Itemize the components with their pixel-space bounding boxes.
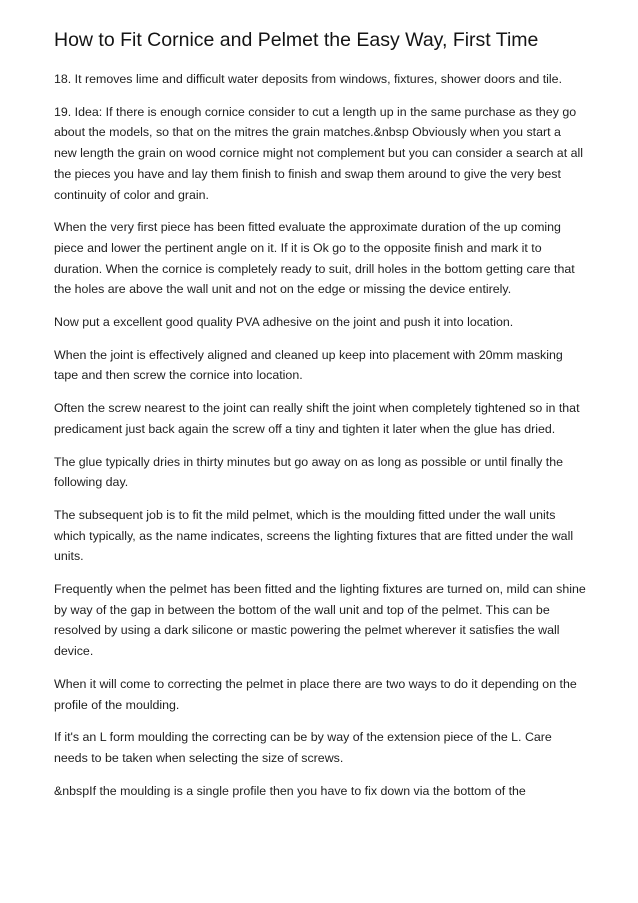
- paragraph-3: When the very first piece has been fitted evaluate the approximate duration of the up coming piece and lower the pertinent angle on it. If it is Ok go to the opposite finish and mark it to duration. When the cornice is completely ready to suit, drill holes in the bottom getting care that the holes are above the wall unit and not on the edge or missing the device entirely.: [54, 220, 575, 297]
- paragraph-1: 18. It removes lime and difficult water deposits from windows, fixtures, shower doors and tile.: [54, 72, 563, 86]
- paragraph-9: Frequently when the pelmet has been fitted and the lighting fixtures are turned on, mild can shine by way of the gap in between the bottom of the wall unit and top of the pelmet. This can be resolved by using a dark silicone or mastic powering the pelmet wherever it satisfies the wall device.: [54, 582, 586, 659]
- paragraph-6: Often the screw nearest to the joint can really shift the joint when completely tightened so in that predicament just back again the screw off a tiny and tighten it later when the glue has dried.: [54, 401, 580, 436]
- paragraph-5: When the joint is effectively aligned and cleaned up keep into placement with 20mm masking tape and then screw the cornice into location.: [54, 347, 563, 383]
- page-title: How to Fit Cornice and Pelmet the Easy Way, First Time: [54, 29, 539, 51]
- document-body: [54, 69, 586, 813]
- paragraph-11: If it's an L form moulding the correcting can be by way of the extension piece of the L. Care needs to be taken when selecting the size of screws.: [54, 730, 552, 765]
- paragraph-8: The subsequent job is to fit the mild pelmet, which is the moulding fitted under the wall units which typically, as the name indicates, screens the lighting fixtures that are fitted under the wall units.: [54, 507, 574, 564]
- paragraph-4: Now put a excellent good quality PVA adhesive on the joint and push it into location.: [54, 315, 514, 330]
- paragraph-7: The glue typically dries in thirty minutes but go away on as long as possible or until finally the following day.: [54, 454, 563, 490]
- paragraph-12: &nbspIf the moulding is a single profile then you have to fix down via the bottom of the: [54, 783, 526, 798]
- paragraph-2: 19. Idea: If there is enough cornice consider to cut a length up in the same purchase as they go about the models, so that on the mitres the grain matches.&nbsp Obviously when you start a new length the grain on wood cornice might not complement but you can consider a search at all the pieces you have and lay them finish to finish and swap them around to give the very best continuity of color and grain.: [54, 104, 583, 202]
- paragraph-10: When it will come to correcting the pelmet in place there are two ways to do it depending on the profile of the moulding.: [54, 676, 577, 712]
